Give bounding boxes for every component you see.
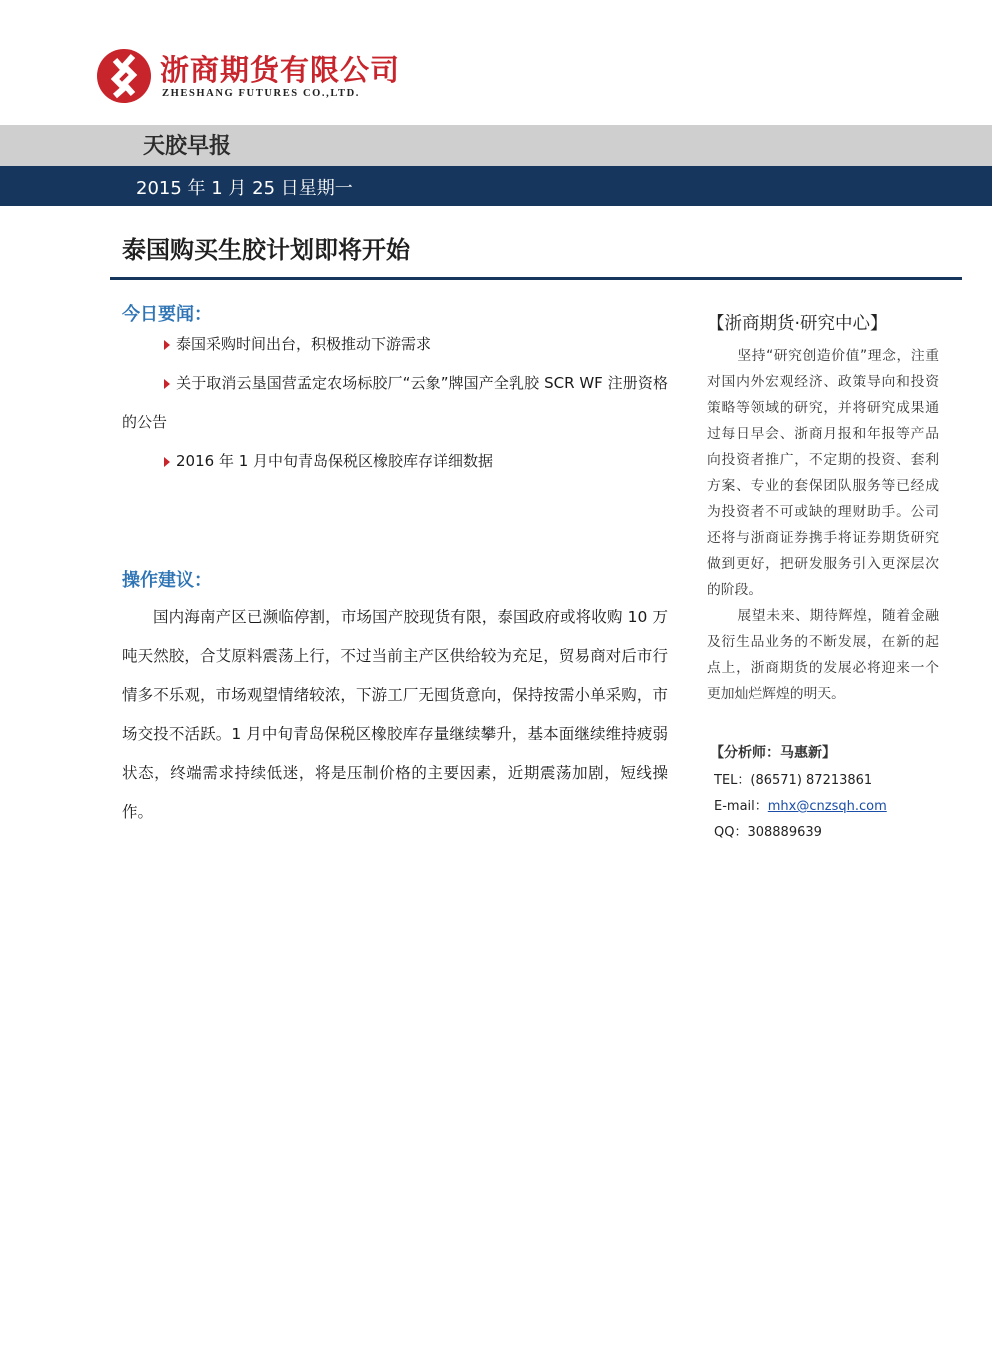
company-name-en: ZHESHANG FUTURES CO.,LTD. (162, 88, 361, 99)
news-item (122, 364, 668, 442)
report-series-band (0, 125, 992, 166)
analyst-email-row (710, 794, 950, 820)
zheshang-logo-icon (96, 48, 152, 104)
report-headline: 泰国购买生胶计划即将开始 (122, 236, 410, 264)
news-item-text: 2016 年 1 月中旬青岛保税区橡胶库存详细数据 (176, 452, 494, 470)
analyst-qq: QQ：308889639 (714, 825, 822, 840)
news-item-text: 泰国采购时间出台，积极推动下游需求 (176, 335, 432, 353)
sidebar-title: 【浙商期货·研究中心】 (707, 314, 888, 334)
news-item-text: 关于取消云垦国营孟定农场标胶厂“云象”牌国产全乳胶 SCR WF 注册资格的公告 (122, 374, 668, 431)
report-date: 2015 年 1 月 25 日星期一 (136, 178, 353, 199)
news-item (122, 325, 668, 364)
analyst-name: 【分析师：马惠新】 (710, 745, 836, 761)
analyst-email-label: E-mail： (714, 799, 768, 814)
headline-divider (110, 277, 962, 280)
company-name-cn: 浙商期货有限公司 (160, 53, 401, 87)
news-list (122, 325, 668, 481)
news-heading: 今日要闻： (122, 304, 212, 325)
bullet-arrow-icon (164, 379, 170, 389)
bullet-arrow-icon (164, 340, 170, 350)
analyst-contact (710, 742, 950, 846)
news-item (122, 442, 668, 481)
sidebar-paragraph: 展望未来、期待辉煌，随着金融及衍生品业务的不断发展，在新的起点上，浙商期货的发展必将迎来一个更加灿烂辉煌的明天。 (707, 608, 939, 702)
report-series-title: 天胶早报 (143, 134, 232, 159)
report-date-band (0, 166, 992, 206)
analyst-email-link[interactable]: mhx@cnzsqh.com (767, 799, 887, 814)
research-center-sidebar (707, 310, 939, 707)
sidebar-paragraph: 坚持“研究创造价值”理念，注重对国内外宏观经济、政策导向和投资策略等领域的研究，并将研究成果通过每日早会、浙商月报和年报等产品向投资者推广，不定期的投资、套利方案、专业的套保团队服务等已经成为投资者不可或缺的理财助手。公司还将与浙商证券携手将证券期货研究做到更好，把研发服务引入更深层次的阶段。 (707, 348, 939, 598)
analyst-tel: TEL：(86571) 87213861 (714, 773, 873, 788)
advice-body: 国内海南产区已濒临停割，市场国产胶现货有限，泰国政府或将收购 10 万吨天然胶，合艾原料震荡上行，不过当前主产区供给较为充足，贸易商对后市行情多不乐观，市场观望情绪较浓，下游工厂无囤货意向，保持按需小单采购，市场交投不活跃。1 月中旬青岛保税区橡胶库存量继续攀升，基本面继续维持疲弱状态，终端需求持续低迷，将是压制价格的主要因素，近期震荡加剧，短线操作。 (122, 608, 668, 821)
bullet-arrow-icon (164, 457, 170, 467)
company-logo (96, 44, 401, 108)
advice-heading: 操作建议： (122, 570, 212, 591)
